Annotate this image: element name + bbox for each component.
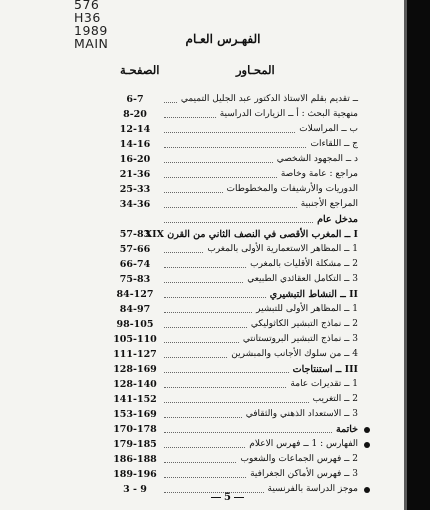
toc-entry-text: 1 ــ تقديرات عامة [290, 379, 358, 389]
toc-leader-dots [164, 297, 266, 298]
toc-entry [110, 169, 358, 182]
scan-edge-strip [404, 0, 407, 510]
toc-leader-dots [164, 162, 273, 163]
toc-entry-text: 1 ــ المظاهر الأولى للتبشير [256, 304, 358, 314]
toc-entry-text: 3 ــ التكامل العقائدي الطبيعي [247, 274, 358, 284]
toc-entry [110, 244, 358, 257]
toc-entry [110, 409, 358, 422]
toc-leader-dots [164, 402, 309, 403]
axes-column-header: المحـاور [236, 63, 275, 77]
toc-entry-text: ج ــ اللقاءات [310, 139, 358, 149]
toc-entry-pages: 84-97 [119, 304, 151, 315]
toc-entry [110, 424, 358, 437]
stamp-line: 1989 [74, 23, 108, 38]
toc-entry-pages: 57-66 [119, 244, 151, 255]
toc-entry-pages: 3 - 9 [123, 484, 147, 495]
stamp-line: MAIN [74, 36, 109, 51]
bullet-icon [364, 487, 370, 493]
toc-entry-text: مدخل عام [317, 214, 358, 225]
toc-entry-text: موجز الدراسة بالفرنسية [267, 484, 358, 494]
toc-entry-text: 1 ــ المظاهر الاستعمارية الأولى بالمغرب [207, 244, 358, 254]
toc-entry-text: 2 ــ مشكلة الأقليات بالمغرب [250, 259, 358, 269]
toc-entry [110, 139, 358, 152]
toc-entry [110, 229, 358, 242]
toc-entry-pages: 66-74 [119, 259, 151, 270]
toc-entry-pages: 141-152 [113, 394, 157, 405]
toc-leader-dots [164, 267, 246, 268]
toc-entry-text: 3 ــ فهرس الأماكن الجغرافية [250, 469, 358, 479]
toc-entry-pages: 16-20 [119, 154, 151, 165]
bullet-icon [364, 427, 370, 433]
toc-entry-pages: 6-7 [126, 94, 144, 105]
toc-leader-dots [164, 357, 227, 358]
toc-entry-pages: 75-83 [119, 274, 151, 285]
toc-leader-dots [164, 282, 243, 283]
stamp-line: H36 [74, 10, 101, 25]
library-call-number-stamp [74, 0, 108, 50]
toc-entry-pages: 111-127 [113, 349, 157, 360]
scan-dark-border [404, 0, 430, 510]
toc-entry [110, 364, 358, 377]
toc-entry-text: الدوريات والأرشيفات والمخطوطات [226, 184, 358, 194]
toc-leader-dots [164, 327, 247, 328]
toc-entry [110, 274, 358, 287]
toc-leader-dots [164, 102, 177, 103]
toc-entry-text: II ــ النشاط التبشيري [269, 289, 358, 300]
page-number: 5 [208, 492, 247, 503]
toc-entry-text: I ــ المغرب الأقصى في النصف الثاني من القرن XIX [144, 229, 358, 240]
toc-entry [110, 289, 358, 302]
toc-entry [110, 379, 358, 392]
toc-entry-pages: 8-20 [123, 109, 147, 120]
toc-leader-dots [164, 117, 216, 118]
toc-entry-text: د ــ المجهود الشخصي [276, 154, 358, 164]
toc-leader-dots [164, 372, 289, 373]
toc-entry-text: الفهارس : 1 ــ فهرس الاعلام [249, 439, 358, 449]
toc-entry-pages: 21-36 [119, 169, 151, 180]
toc-entry-text: المراجع الأجنبية [300, 199, 358, 209]
toc-entry [110, 154, 358, 167]
stamp-line: 576 [74, 0, 100, 12]
toc-entry-pages: 105-110 [113, 334, 157, 345]
toc-entry-pages: 84-127 [116, 289, 154, 300]
toc-leader-dots [164, 387, 286, 388]
toc-entry-text: III ــ استنتاجات [292, 364, 358, 375]
toc-leader-dots [164, 417, 242, 418]
toc-entry [110, 199, 358, 212]
toc-leader-dots [164, 252, 203, 253]
toc-entry [110, 109, 358, 122]
toc-entry [110, 349, 358, 362]
toc-entry-text: مراجع : عامة وخاصة [280, 169, 358, 179]
toc-entry-pages: 170-178 [113, 424, 157, 435]
toc-leader-dots [164, 222, 313, 223]
toc-entry [110, 394, 358, 407]
toc-leader-dots [164, 462, 236, 463]
toc-entry-pages: 179-185 [113, 439, 157, 450]
toc-leader-dots [164, 312, 252, 313]
toc-entry-pages: 128-140 [113, 379, 157, 390]
toc-entry-text: 2 ــ فهرس الجماعات والشعوب [240, 454, 358, 464]
toc-leader-dots [164, 132, 295, 133]
toc-entry-pages: 57-83 [119, 229, 151, 240]
toc-leader-dots [164, 192, 223, 193]
toc-entry-text: ب ــ المراسلات [299, 124, 358, 134]
toc-entry-pages: 186-188 [113, 454, 157, 465]
toc-entry [110, 439, 358, 452]
toc-entry-text: 3 ــ نماذج التبشير البروتستانتي [242, 334, 358, 344]
toc-entry [110, 214, 358, 227]
pages-column-header: الصفحـة [120, 63, 160, 77]
toc-entry [110, 184, 358, 197]
toc-entry [110, 124, 358, 137]
toc-entry [110, 94, 358, 107]
toc-entry [110, 334, 358, 347]
toc-entry-pages: 98-105 [116, 319, 154, 330]
toc-entry-text: 4 ــ من سلوك الأجانب والمبشرين [231, 349, 358, 359]
toc-leader-dots [164, 342, 239, 343]
toc-leader-dots [164, 207, 297, 208]
toc-entry-text: ــ تقديم بقلم الاستاذ الدكتور عبد الجليل التميمي [180, 94, 358, 104]
toc-entry-pages: 153-169 [113, 409, 157, 420]
toc-entry-text: 3 ــ الاستعداد الذهني والثقافي [245, 409, 358, 419]
toc-entry [110, 259, 358, 272]
toc-entry-pages: 189-196 [113, 469, 157, 480]
toc-entry-pages: 128-169 [113, 364, 157, 375]
toc-entry-pages: 25-33 [119, 184, 151, 195]
toc-entry-pages: 34-36 [119, 199, 151, 210]
toc-leader-dots [164, 447, 245, 448]
bullet-icon [364, 442, 370, 448]
toc-leader-dots [164, 477, 246, 478]
toc-entry-text: منهجية البحث : أ ــ الزيارات الدراسية [219, 109, 358, 119]
toc-entry [110, 469, 358, 482]
toc-entry [110, 304, 358, 317]
toc-entry-text: 2 ــ نماذج التبشير الكاثوليكي [250, 319, 358, 329]
toc-entry-text: 2 ــ التغريب [312, 394, 358, 404]
toc-leader-dots [164, 147, 306, 148]
toc-leader-dots [164, 177, 277, 178]
toc-entry [110, 319, 358, 332]
toc-entry [110, 454, 358, 467]
toc-entry-text: خاتمة [336, 424, 358, 435]
page-title: الفهـرس العـام [185, 32, 261, 46]
toc-entry-pages: 12-14 [119, 124, 151, 135]
toc-entry-pages: 14-16 [119, 139, 151, 150]
toc-leader-dots [164, 432, 332, 433]
